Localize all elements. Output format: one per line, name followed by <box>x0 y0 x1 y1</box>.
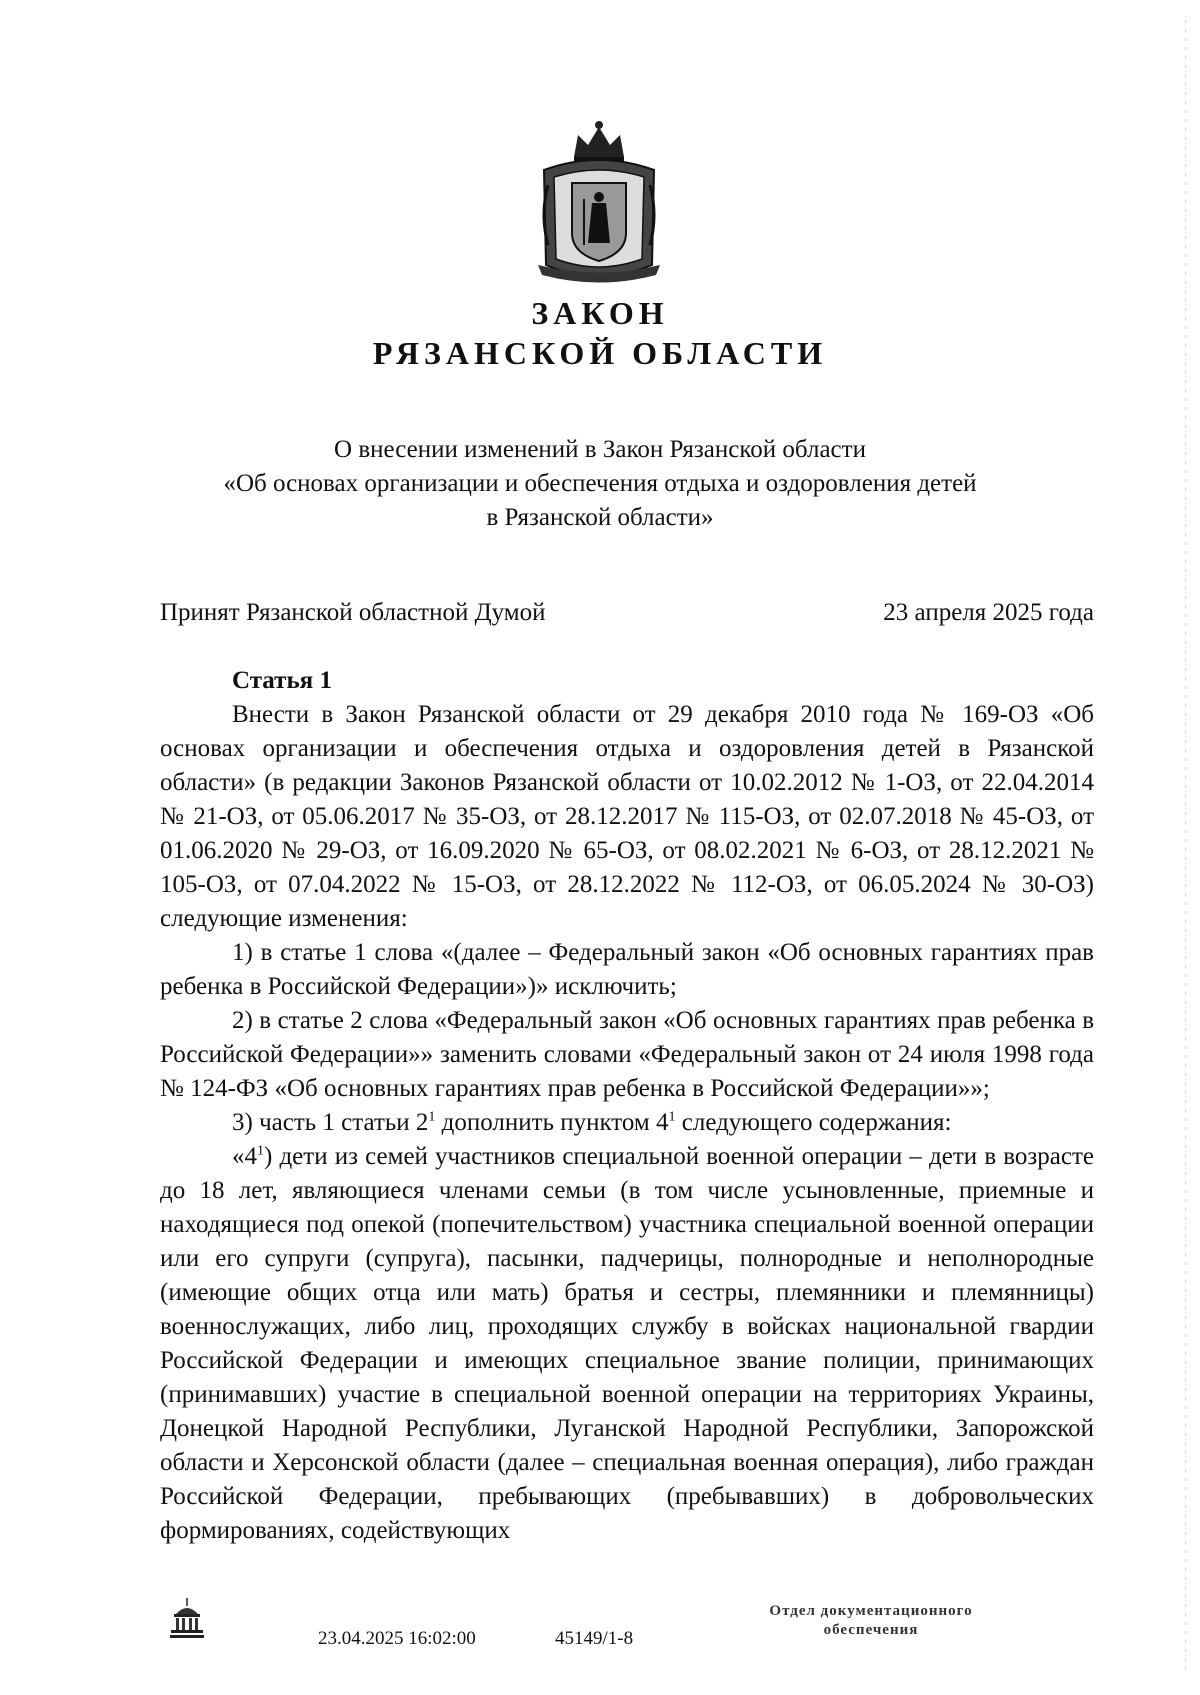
article-intro: Внести в Закон Рязанской области от 29 декабря 2010 года № 169-ОЗ «Об основах организации и обеспечения отдыха и оздоровления детей в Рязанской области» (в редакции Законов Рязанской области от 10.02.2012 № 1-ОЗ, от 22.04.2014 № 21-ОЗ, от 05.06.2017 № 35-ОЗ, от 28.12.2017 № 115-ОЗ, от 02.07.2018 № 45-ОЗ, от 01.06.2020 № 29-ОЗ, от 16.09.2020 № 65-ОЗ, от 08.02.2021 № 6-ОЗ, от 28.12.2021 № 105-ОЗ, от 07.04.2022 № 15-ОЗ, от 28.12.2022 № 112-ОЗ, от 06.05.2024 № 30-ОЗ) следующие изменения: <box>160 701 1094 932</box>
item-3-prefix: 3) часть 1 статьи 2 <box>232 1109 429 1136</box>
adoption-date: 23 апреля 2025 года <box>883 599 1094 626</box>
article-body <box>160 698 1094 1548</box>
subtitle-line-1: О внесении изменений в Закон Рязанской области <box>334 436 866 463</box>
footer-timestamp: 23.04.2025 16:02:00 <box>318 1628 476 1649</box>
amendment-item-2: 2) в статье 2 слова «Федеральный закон «Об основных гарантиях прав ребенка в Российской Федерации»» заменить словами «Федеральный закон от 24 июля 1998 года № 124-ФЗ «Об основных гарантиях прав ребенка в Российской Федерации»»; <box>160 1007 1094 1102</box>
new-clause-text <box>160 1140 1094 1548</box>
item-3-middle: дополнить пунктом 4 <box>435 1109 669 1136</box>
clause-prefix: «4 <box>232 1143 257 1170</box>
subtitle-line-2: «Об основах организации и обеспечения отдыха и оздоровления детей <box>223 470 977 497</box>
law-title <box>0 293 1200 373</box>
duma-building-icon <box>168 1596 206 1640</box>
department-stamp <box>736 1602 1006 1640</box>
adopted-by: Принят Рязанской областной Думой <box>160 599 546 626</box>
title-line-2: РЯЗАНСКОЙ ОБЛАСТИ <box>372 335 828 371</box>
footer-doc-number: 45149/1-8 <box>555 1628 634 1649</box>
stamp-line-2: обеспечения <box>823 1622 919 1638</box>
item-3-suffix: следующего содержания: <box>675 1109 952 1136</box>
clause-superscript: 1 <box>257 1143 264 1159</box>
stamp-line-1: Отдел документационного <box>769 1603 973 1619</box>
amendment-item-3 <box>160 1106 1094 1140</box>
ryazan-coat-of-arms-icon <box>534 115 664 290</box>
item-3-superscript: 1 <box>668 1109 676 1125</box>
scan-edge-divider <box>1185 20 1186 1670</box>
amendment-item-1: 1) в статье 1 слова «(далее – Федеральный закон «Об основных гарантиях прав ребенка в Российской Федерации»)» исключить; <box>160 939 1094 1000</box>
subtitle-line-3: в Рязанской области» <box>486 504 714 531</box>
clause-body: ) дети из семей участников специальной военной операции – дети в возрасте до 18 лет, являющиеся членами семьи (в том числе усыновленные, приемные и находящиеся под опекой (попечительством) участника специальной военной операции или его супруги (супруга), пасынки, падчерицы, полнородные и неполнородные (имеющие общих отца или мать) братья и сестры, племянники и племянницы) военнослужащих, либо лиц, проходящих службу в войсках национальной гвардии Российской Федерации и имеющих специальное звание полиции, принимающих (принимавших) участие в специальной военной операции на территориях Украины, Донецкой Народной Республики, Луганской Народной Республики, Запорожской области и Херсонской области (далее – специальная военная операция), либо граждан Российской Федерации, пребывающих (пребывавших) в добровольческих формированиях, содействующих <box>160 1143 1094 1544</box>
item-3-superscript: 1 <box>428 1109 436 1125</box>
title-line-1: ЗАКОН <box>531 295 669 331</box>
article-heading: Статья 1 <box>232 667 332 694</box>
law-subtitle <box>160 433 1040 535</box>
